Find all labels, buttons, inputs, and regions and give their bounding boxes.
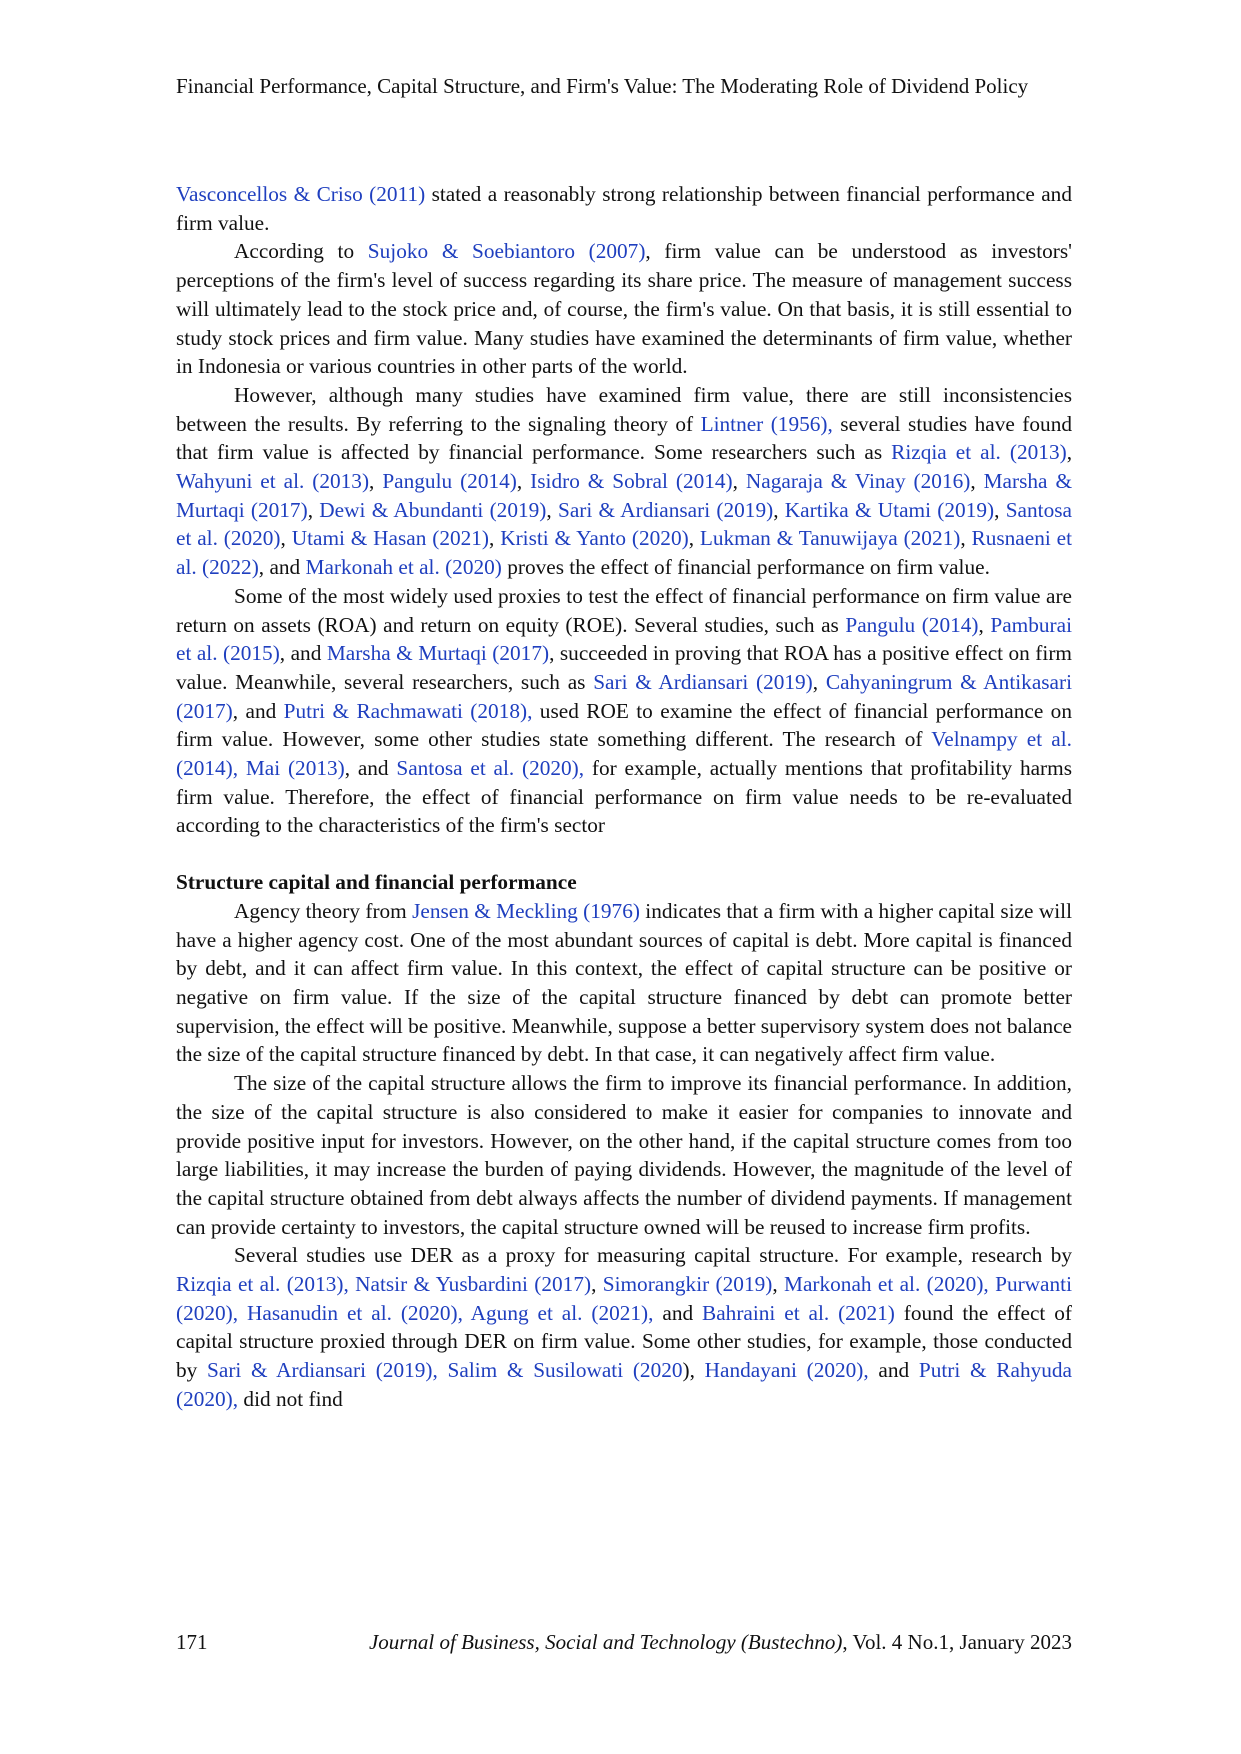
- paragraph-text: ,: [591, 1272, 603, 1297]
- journal-citation: [369, 1628, 1072, 1656]
- citation-link[interactable]: Velnampy et al. (2014), Mai (2013): [176, 727, 1072, 781]
- paragraph-text: , and: [232, 698, 284, 723]
- citation-link[interactable]: Simorangkir (2019): [602, 1272, 773, 1297]
- paragraph: [176, 1241, 1072, 1413]
- section-paragraphs: [176, 897, 1072, 1414]
- citation-link[interactable]: Bahraini et al. (2021): [702, 1300, 895, 1325]
- citation-link[interactable]: Rusnaeni et al. (2022): [176, 526, 1072, 580]
- paragraph-text: found the effect of capital structure proxied through DER on firm value. Some other studies, for example, those conducted by: [176, 1300, 1072, 1383]
- citation-link[interactable]: Santosa et al. (2020): [176, 497, 1072, 551]
- paragraph-text: , succeeded in proving that ROA has a positive effect on firm value. Meanwhile, several researchers, such as: [176, 641, 1072, 694]
- section-heading: Structure capital and financial performance: [176, 870, 577, 895]
- intro-paragraphs: [176, 180, 1072, 840]
- page-number: 171: [176, 1630, 208, 1654]
- paragraph-text: ,: [516, 469, 531, 494]
- paragraph: [176, 582, 1072, 840]
- paragraph: [176, 237, 1072, 381]
- paragraph-text: and: [868, 1358, 919, 1383]
- paragraph-text: ,: [307, 497, 320, 522]
- paragraph-text: The size of the capital structure allows the firm to improve its financial performance. In addition, the size of the capital structure is also considered to make it easier for companies to innovate and provide positive input for investors. However, on the other hand, if the capital structure comes from too large liabilities, it may increase the burden of paying dividends. However, the magnitude of the level of the capital structure obtained from debt always affects the number of dividend payments. If management can provide certainty to investors, the capital structure owned will be reused to increase firm profits.: [176, 1071, 1072, 1239]
- paragraph-text: indicates that a firm with a higher capital size will have a higher agency cost. One of the most abundant sources of capital is debt. More capital is financed by debt, and it can affect firm value. In this context, the effect of capital structure can be positive or negative on firm value. If the size of the capital structure financed by debt can promote better supervision, the effect will be positive. Meanwhile, suppose a better supervisory system does not balance the size of the capital structure financed by debt. In that case, it can negatively affect firm value.: [176, 898, 1073, 1067]
- paragraph: [176, 381, 1072, 582]
- citation-link[interactable]: Markonah et al. (2020): [305, 555, 502, 580]
- paragraph-text: and: [653, 1300, 703, 1325]
- paragraph-text: ,: [732, 469, 746, 494]
- citation-link[interactable]: Rizqia et al. (2013), Natsir & Yusbardini (2017): [176, 1272, 592, 1297]
- citation-link[interactable]: Lintner (1956),: [700, 411, 833, 436]
- paragraph-text: ,: [1066, 440, 1073, 465]
- paragraph-text: ,: [546, 497, 558, 522]
- paragraph-text: did not find: [238, 1386, 343, 1411]
- paragraph-text: Some of the most widely used proxies to test the effect of financial performance on firm value are return on assets (ROA) and return on equity (ROE). Several studies, such as: [176, 583, 1072, 637]
- citation-link[interactable]: Sujoko & Soebiantoro (2007): [367, 239, 646, 264]
- paragraph-text: used ROE to examine the effect of financial performance on firm value. However, some other studies state something different. The research of: [176, 698, 1072, 752]
- journal-issue: , Vol. 4 No.1, January 2023: [842, 1630, 1072, 1654]
- citation-link[interactable]: Lukman & Tanuwijaya (2021): [699, 526, 961, 551]
- paragraph-text: ,: [773, 497, 785, 522]
- paragraph-text: ,: [772, 1272, 785, 1297]
- paragraph-text: Agency theory from: [234, 898, 413, 923]
- paragraph-text: Several studies use DER as a proxy for measuring capital structure. For example, research by: [234, 1243, 1072, 1268]
- citation-link[interactable]: Isidro & Sobral (2014): [530, 469, 733, 494]
- paragraph-text: ,: [994, 497, 1006, 522]
- citation-link[interactable]: Utami & Hasan (2021): [291, 526, 490, 551]
- paragraph-text: ,: [688, 526, 700, 551]
- paragraph-text: ,: [960, 526, 972, 551]
- citation-link[interactable]: Rizqia et al. (2013): [891, 440, 1067, 465]
- paragraph-text: ,: [812, 669, 826, 694]
- citation-link[interactable]: Pangulu (2014): [845, 612, 979, 637]
- paragraph: [176, 180, 1072, 237]
- citation-link[interactable]: Nagaraja & Vinay (2016): [745, 469, 971, 494]
- citation-link[interactable]: Kristi & Yanto (2020): [500, 526, 689, 551]
- paragraph-text: , and: [344, 756, 397, 781]
- citation-link[interactable]: Putri & Rachmawati (2018),: [283, 698, 533, 723]
- paragraph-text: ,: [489, 526, 501, 551]
- citation-link[interactable]: Handayani (2020),: [704, 1358, 869, 1383]
- citation-link[interactable]: Cahyaningrum & Antikasari (2017): [176, 669, 1073, 723]
- citation-link[interactable]: Kartika & Utami (2019): [784, 497, 995, 522]
- citation-link[interactable]: Markonah et al. (2020), Purwanti (2020), Hasanudin et al. (2020), Agung et al. (2021),: [176, 1272, 1072, 1325]
- paragraph-text: ,: [978, 612, 991, 637]
- citation-link[interactable]: Sari & Ardiansari (2019): [557, 497, 774, 522]
- paragraph: [176, 897, 1072, 1069]
- paragraph-text: proves the effect of financial performance on firm value.: [501, 555, 990, 580]
- paragraph-text: several studies have found that firm value is affected by financial performance. Some researchers such as: [176, 411, 1072, 465]
- paragraph-text: ,: [280, 526, 292, 551]
- paragraph-text: , firm value can be understood as investors' perceptions of the firm's level of success regarding its share price. The measure of management success will ultimately lead to the stock price and, of course, the firm's value. On that basis, it is still essential to study stock prices and firm value. Many studies have examined the determinants of firm value, whether in Indonesia or various countries in other parts of the world.: [176, 239, 1072, 379]
- citation-link[interactable]: Wahyuni et al. (2013): [176, 469, 370, 494]
- paragraph-text: ,: [369, 469, 383, 494]
- citation-link[interactable]: Pangulu (2014): [382, 469, 517, 494]
- paragraph: [176, 1069, 1072, 1241]
- paragraph-text: However, although many studies have examined firm value, there are still inconsistencies between the results. By referring to the signaling theory of: [176, 382, 1072, 436]
- article-body: [176, 180, 1072, 1414]
- paragraph-text: stated a reasonably strong relationship between financial performance and firm value.: [176, 182, 1072, 235]
- running-header-title: Financial Performance, Capital Structure, and Firm's Value: The Moderating Role of Dividend Policy: [176, 74, 1029, 98]
- citation-link[interactable]: Jensen & Meckling (1976): [412, 898, 640, 923]
- running-header: [176, 72, 1072, 100]
- journal-name: Journal of Business, Social and Technology (Bustechno): [368, 1630, 843, 1654]
- paragraph-text: According to: [234, 239, 368, 264]
- citation-link[interactable]: Marsha & Murtaqi (2017): [176, 469, 1073, 522]
- citation-link[interactable]: Putri & Rahyuda (2020),: [176, 1358, 1072, 1411]
- citation-link[interactable]: Pamburai et al. (2015): [176, 612, 1072, 666]
- citation-link[interactable]: Dewi & Abundanti (2019): [319, 497, 547, 522]
- paragraph-text: ,: [970, 469, 984, 494]
- citation-link[interactable]: Sari & Ardiansari (2019), Salim & Susilowati (2020: [207, 1358, 683, 1383]
- citation-link[interactable]: Santosa et al. (2020),: [396, 756, 585, 781]
- paragraph-text: , and: [258, 555, 306, 580]
- paragraph-text: for example, actually mentions that profitability harms firm value. Therefore, the effect of financial performance on firm value needs to be re-evaluated according to the characteristics of the firm's sector: [176, 756, 1072, 838]
- citation-link[interactable]: Sari & Ardiansari (2019): [593, 669, 813, 694]
- paragraph-text: , and: [279, 641, 327, 666]
- citation-link[interactable]: Marsha & Murtaqi (2017): [326, 641, 550, 666]
- paragraph-text: ),: [682, 1358, 705, 1383]
- citation-link[interactable]: Vasconcellos & Criso (2011): [176, 182, 426, 206]
